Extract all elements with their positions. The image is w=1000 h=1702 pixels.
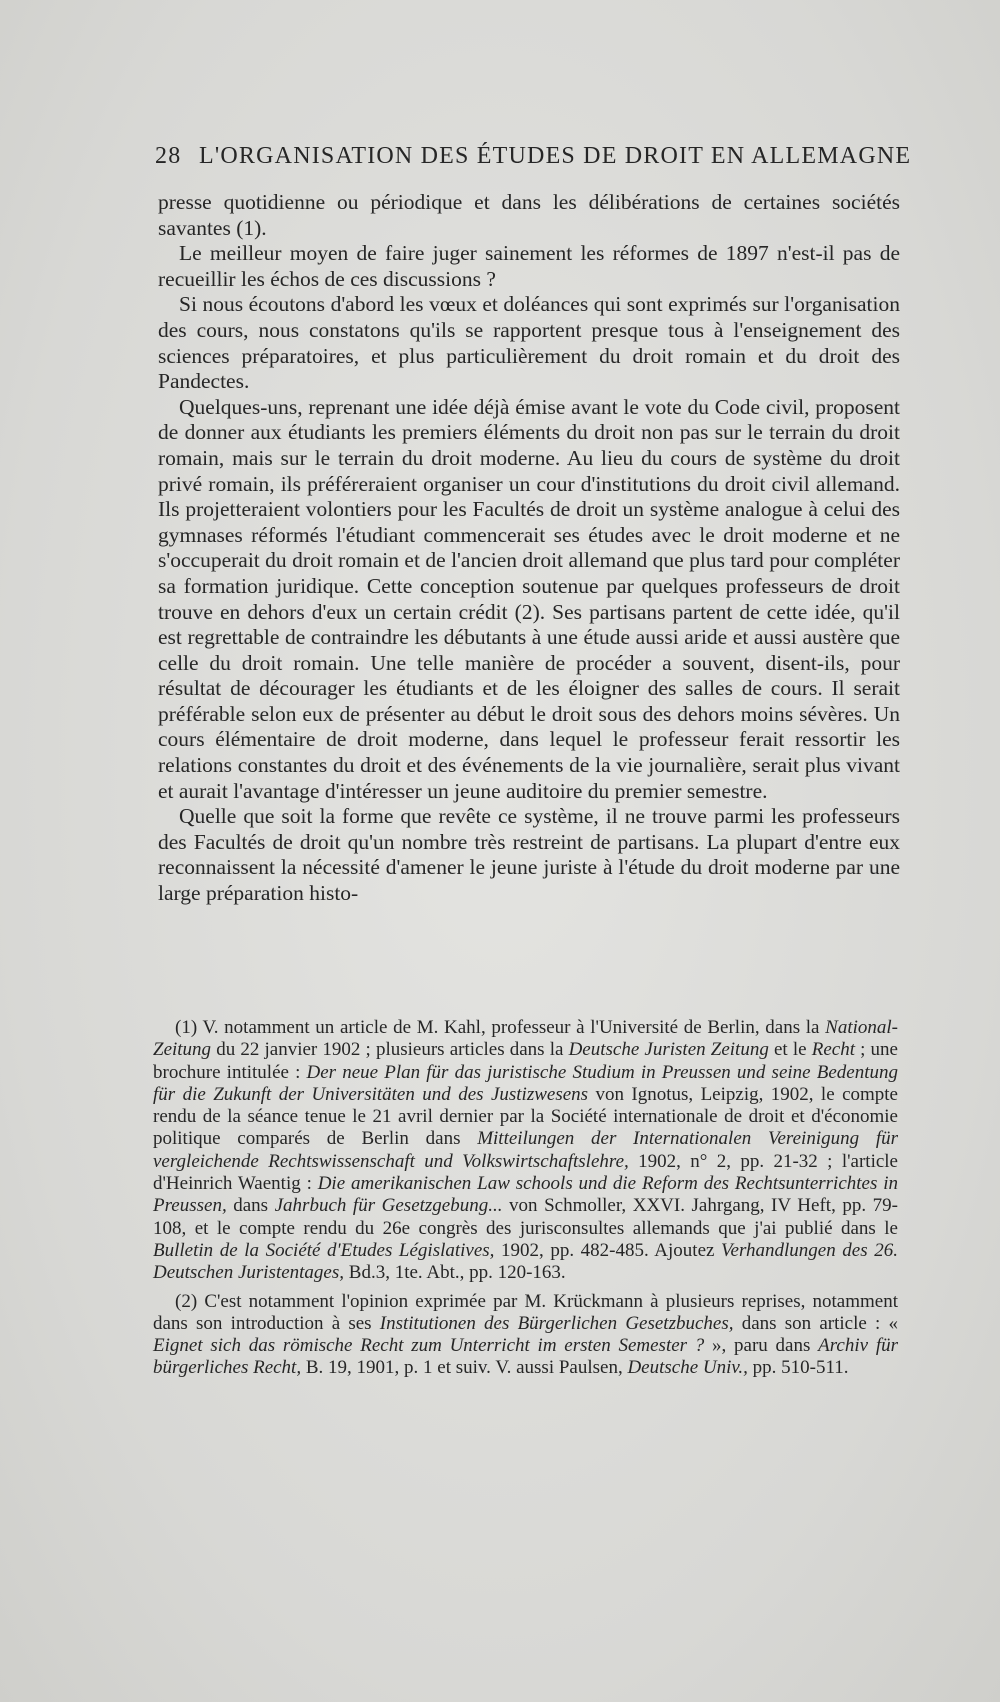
fn1-text: du 22 janvier 1902 ; plusieurs articles dans la — [211, 1039, 569, 1061]
paragraph-3: Si nous écoutons d'abord les vœux et doléances qui sont exprimés sur l'organisation des cours, nous constatons qu'ils se rapportent presque tous à l'enseignement des sciences préparatoires, et plus particulièrement du droit romain et du droit des Pandectes. — [158, 292, 900, 394]
paragraph-4: Quelques-uns, reprenant une idée déjà émise avant le vote du Code civil, proposent de donner aux étudiants les premiers éléments du droit non pas sur le terrain du droit romain, mais sur le terrain du droit moderne. Au lieu du cours de système du droit privé romain, ils préféreraient organiser un cour d'institutions du droit civil allemand. Ils projetteraient volontiers pour les Facultés de droit un système analogue à celui des gymnases réformés l'étudiant commencerait ses études avec le droit moderne et ne s'occuperait du droit romain et de l'ancien droit allemand que plus tard pour compléter sa formation juridique. Cette conception soutenue par quelques professeurs de droit trouve en dehors d'eux un certain crédit (2). Ses partisans partent de cette idée, qu'il est regrettable de contraindre les débutants à une étude aussi aride et aussi austère que celle du droit romain. Une telle manière de procéder a souvent, disent-ils, pour résultat de décourager les étudiants et de les éloigner des salles de cours. Il serait préférable selon eux de présenter au début le droit sous des dehors moins sévères. Un cours élémentaire de droit moderne, dans lequel le professeur ferait ressortir les relations constantes du droit et des événements de la vie journalière, serait plus vivant et aurait l'avantage d'intéresser un jeune auditoire du premier semestre. — [158, 394, 900, 803]
fn2-title: Institutionen des Bürgerlichen Gesetzbuches, — [379, 1312, 734, 1334]
fn1-text: ; une brochure intitulée : — [153, 1039, 898, 1083]
fn1-text: von Ignotus, Leipzig, 1902, le compte rendu de la séance tenue le 21 avril dernier par la Société internationale de droit et d'économie politique comparés de Berlin dans — [153, 1083, 898, 1150]
fn1-title: Deutsche Juristen Zeitung — [568, 1039, 769, 1061]
fn1-title: Der neue Plan für das juristische Studium in Preussen und seine Bedentung für die Zukunft der Universitäten und des Justizwesens — [153, 1061, 898, 1105]
fn1-text: (1) V. notamment un article de M. Kahl, professeur à l'Université de Berlin, dans la — [175, 1017, 826, 1038]
footnotes — [153, 1017, 898, 1386]
fn2-text: dans son article : « — [733, 1312, 898, 1334]
running-header — [155, 143, 912, 170]
footnote-2 — [153, 1291, 898, 1380]
fn1-text: 1902, pp. 482-485. Ajoutez — [494, 1239, 722, 1261]
fn1-title: Recht — [811, 1039, 855, 1061]
fn1-text: dans — [226, 1195, 275, 1217]
fn2-text: B. 19, 1901, p. 1 et suiv. V. aussi Paulsen, — [301, 1357, 628, 1379]
paragraph-2: Le meilleur moyen de faire juger sainement les réformes de 1897 n'est-il pas de recueillir les échos de ces discussions ? — [158, 241, 900, 291]
fn2-title: Eignet sich das römische Recht zum Unterricht im ersten Semester ? — [153, 1335, 705, 1357]
fn2-title: Archiv für bürgerliches Recht, — [153, 1335, 898, 1379]
fn1-text: Bd.3, 1te. Abt., pp. 120-163. — [344, 1262, 566, 1284]
running-title: L'ORGANISATION DES ÉTUDES DE DROIT EN ALLEMAGNE — [199, 143, 912, 169]
fn1-text: 1902, n° 2, pp. 21-32 ; l'article d'Heinrich Waentig : — [153, 1150, 898, 1195]
fn2-text: », paru dans — [704, 1335, 819, 1357]
fn2-text: pp. 510-511. — [747, 1357, 849, 1379]
fn1-title: Mitteilungen der Internationalen Vereinigung für vergleichende Rechtswissenschaft und Volkswirtschaftslehre, — [153, 1128, 898, 1172]
fn2-title: Deutsche Univ., — [627, 1357, 748, 1379]
fn1-title: Verhandlungen des 26. Deutschen Juristentages, — [153, 1239, 898, 1284]
fn2-text: (2) C'est notamment l'opinion exprimée par M. Krückmann à plusieurs reprises, notamment dans son introduction à ses — [153, 1290, 898, 1334]
main-text — [158, 190, 900, 907]
fn1-text: von Schmoller, XXVI. Jahrgang, IV Heft, pp. 79-108, et le compte rendu du 26e congrès des jurisconsultes allemands que j'ai publié dans le — [153, 1195, 898, 1239]
fn1-title: Die amerikanischen Law schools und die Reform des Rechtsunterrichtes in Preussen, — [153, 1173, 898, 1217]
fn1-title: Jahrbuch für Gesetzgebung... — [274, 1195, 503, 1217]
fn1-title: National-Zeitung — [153, 1017, 898, 1061]
footnote-1 — [153, 1017, 898, 1285]
fn1-text: et le — [768, 1039, 812, 1061]
paragraph-1: presse quotidienne ou périodique et dans les délibérations de certaines sociétés savantes (1). — [158, 190, 900, 240]
page-number: 28 — [155, 143, 182, 169]
paragraph-5: Quelle que soit la forme que revête ce système, il ne trouve parmi les professeurs des Facultés de droit qu'un nombre très restreint de partisans. La plupart d'entre eux reconnaissent la nécessité d'amener le jeune juriste à l'étude du droit moderne par une large préparation histo- — [158, 804, 900, 906]
fn1-title: Bulletin de la Société d'Etudes Législatives, — [153, 1239, 495, 1261]
